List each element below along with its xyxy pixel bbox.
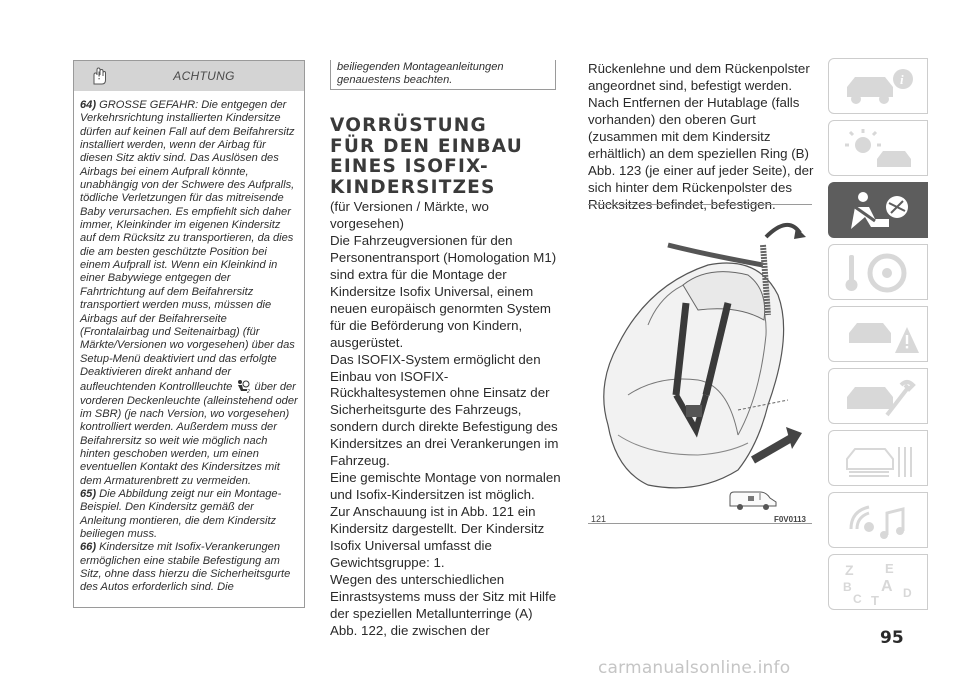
paragraph: (für Versionen / Märkte, wo vorgesehen) bbox=[330, 199, 489, 231]
warning-item-65 bbox=[80, 488, 298, 541]
warning-box bbox=[73, 60, 305, 608]
steering-key-icon bbox=[841, 251, 921, 295]
item-text: GROSSE GEFAHR: Die entgegen der Verkehrsrichtung installierten Kindersitze dürfen auf keinen Fall auf dem Beifahrersitz installiert werden, wenn der Airbag für diesen Sitz aktiv sind. Das Auslösen des Airbags bei einem Aufprall könnte, unabhängig von der Schwere des Aufpralls, tödliche Verletzungen für das mitreisende Baby verursachen. Es empfiehlt sich daher immer, Kleinkinder im eigenen Kindersitz auf dem Rücksitz zu transportieren, da dies die am besten geschützte Position bei einem Aufprall ist. Wenn ein Kleinkind in einer Babywiege entgegen der Fahrtrichtung auf dem Beifahrersitz transportiert werden muss, müssen die Airbags auf der Beifahrerseite (Frontalairbag und Seitenairbag) (für Märkte/Versionen wo vorgesehen) über das Setup-Menü deaktiviert und das erfolgte Deaktivieren direkt anhand der aufleuchtenden Kontrollleuchte bbox=[80, 99, 295, 394]
heading-line: EINES ISOFIX- bbox=[330, 156, 489, 177]
figure-number: 121 bbox=[591, 514, 607, 524]
tab-index[interactable] bbox=[828, 554, 928, 610]
index-letter: D bbox=[903, 586, 912, 600]
item-text: Kindersitze mit Isofix-Verankerungen ermöglichen eine stabile Befestigung am Sitz, ohne dass hierzu die Sicherheitsgurte des Autos erforderlich sind. Die bbox=[80, 541, 291, 594]
paragraph: Eine gemischte Montage von normalen und Isofix-Kindersitzen ist möglich. bbox=[330, 470, 561, 503]
warning-body bbox=[74, 91, 304, 595]
chapter-tabs bbox=[828, 58, 928, 616]
paragraph: Zur Anschauung ist in Abb. 121 ein Kindersitz dargestellt. Der Kindersitz Isofix Universal umfasst die Gewichtsgruppe: 1. bbox=[330, 504, 545, 571]
figure-121 bbox=[588, 204, 812, 524]
warning-continuation-box: beiliegenden Montageanleitungen genauestens beachten. bbox=[330, 60, 556, 90]
item-number: 65) bbox=[80, 487, 97, 500]
item-text-after: über der vorderen Deckenleuchte (alleinstehend oder im SBR) (je nach Version, wo vorgesehen) kontrolliert werden. Außerdem muss der Beifahrersitz so weit wie möglich nach hinten geschoben werden, um einen eventuellen Kontakt des Kindersitzes mit dem Armaturenbrett zu vermeiden. bbox=[80, 381, 298, 487]
index-letter: B bbox=[843, 580, 852, 594]
body-text-middle bbox=[330, 199, 562, 640]
tab-dashboard-lights[interactable] bbox=[828, 120, 928, 176]
dashboard-lights-icon bbox=[841, 127, 921, 171]
tab-car-info[interactable] bbox=[828, 58, 928, 114]
section-heading bbox=[330, 116, 560, 198]
heading-line: FÜR DEN EINBAU bbox=[330, 135, 523, 157]
index-letter: E bbox=[885, 561, 894, 576]
paragraph: Die Fahrzeugversionen für den Personentransport (Homologation M1) sind extra für die Montage der Kindersitze Isofix Universal, einem neuen europäisch genormten System für die Beförderung von Kindern, ausgerüstet. bbox=[330, 232, 557, 350]
paragraph: Wegen des unterschiedlichen Einrastsystems muss der Sitz mit Hilfe der speziellen Metallunterringe (A) Abb. 122, die zwischen der bbox=[330, 571, 557, 638]
heading-line: VORRÜSTUNG bbox=[330, 115, 487, 136]
warning-header bbox=[74, 61, 304, 91]
tab-steering-key[interactable] bbox=[828, 244, 928, 300]
seat-safety-icon bbox=[841, 189, 921, 233]
warning-item-64 bbox=[80, 99, 298, 488]
tab-technical-data[interactable] bbox=[828, 430, 928, 486]
paragraph: Rückenlehne und dem Rückenpolster angeordnet sind, befestigt werden. Nach Entfernen der Hutablage (falls vorhanden) den oberen Gurt (zusammen mit dem Kindersitz erhältlich) an dem speziellen Ring (B) Abb. 123 (je einer auf jeder Seite), der sich hinter dem Rückenpolster des Rücksitzes befindet, befestigen. bbox=[588, 61, 814, 212]
warning-triangle-icon bbox=[841, 313, 921, 357]
figure-code: F0V0113 bbox=[773, 515, 806, 524]
item-number: 64) bbox=[80, 99, 97, 111]
warning-item-66 bbox=[80, 541, 298, 594]
tab-wrench-car[interactable] bbox=[828, 368, 928, 424]
watermark: carmanualsonline.info bbox=[598, 658, 791, 678]
warning-title: ACHTUNG bbox=[173, 69, 235, 83]
item-text: Die Abbildung zeigt nur ein Montage-Beispiel. Den Kindersitz gemäß der Anleitung montieren, die dem Kindersitz beiliegen muss. bbox=[80, 487, 282, 540]
index-letter: C bbox=[853, 592, 862, 605]
technical-data-icon bbox=[841, 437, 921, 481]
tab-seat-safety[interactable] bbox=[828, 182, 928, 238]
body-text-right bbox=[588, 61, 816, 214]
tab-multimedia[interactable] bbox=[828, 492, 928, 548]
index-letter: A bbox=[881, 578, 893, 595]
heading-line: KINDERSITZES bbox=[330, 176, 496, 198]
page-number: 95 bbox=[880, 628, 904, 648]
item-number: 66) bbox=[80, 541, 97, 554]
multimedia-icon bbox=[841, 499, 921, 543]
tab-warning[interactable] bbox=[828, 306, 928, 362]
paragraph: Das ISOFIX-System ermöglicht den Einbau von ISOFIX-Rückhaltesystemen ohne Einsatz der Sicherheitsgurte des Fahrzeugs, sondern durch direkte Befestigung des Kindersitzes an drei Verankerungen im Fahrzeug. bbox=[330, 351, 559, 469]
child-seat-illustration bbox=[588, 205, 812, 523]
index-icon bbox=[841, 561, 921, 605]
wrench-car-icon bbox=[841, 375, 921, 419]
svg-text:2: 2 bbox=[247, 389, 251, 394]
car-info-icon bbox=[841, 65, 921, 109]
svg-text:i: i bbox=[900, 72, 904, 87]
index-letter: Z bbox=[845, 562, 854, 578]
airbag-off-light-icon bbox=[235, 379, 251, 393]
index-letter: T bbox=[871, 593, 879, 605]
